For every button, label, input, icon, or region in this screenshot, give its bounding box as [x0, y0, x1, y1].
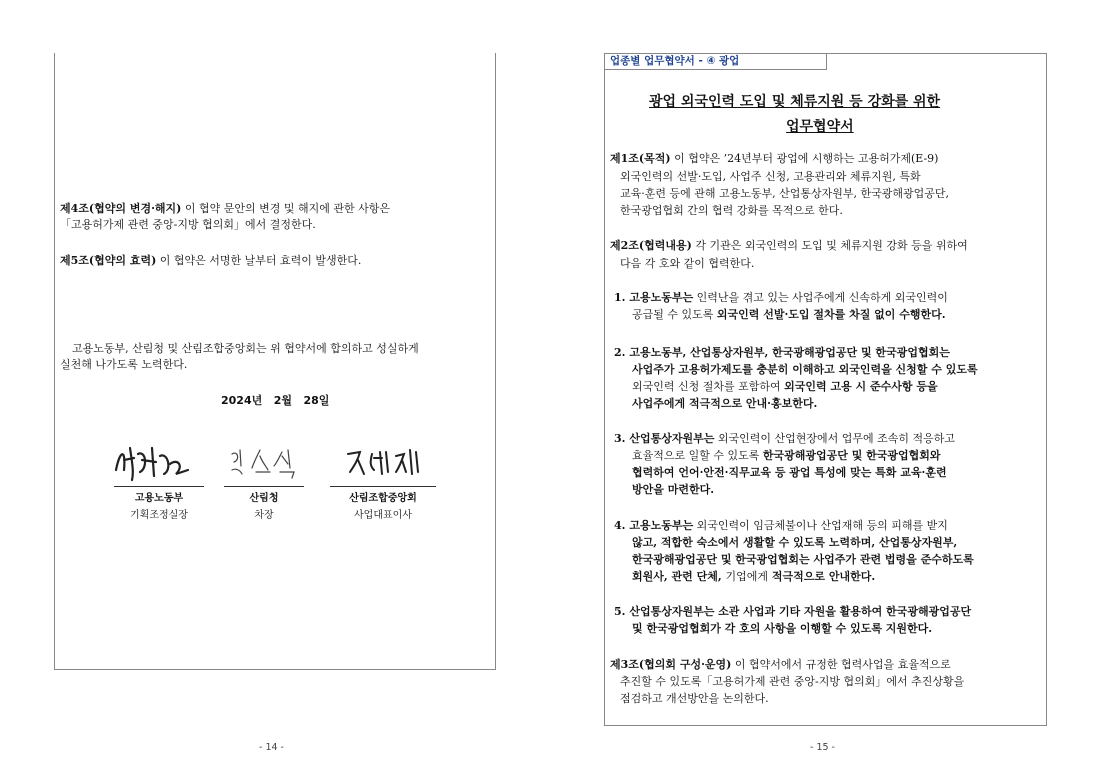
page-number-right: - 15 -: [810, 742, 835, 753]
article4-text1: 이 협약 문안의 변경 및 해지에 관한 사항은: [181, 202, 390, 215]
item3-text2b: 한국광해광업공단 및 한국광업협회와: [762, 449, 941, 462]
article5-line: [60, 253, 361, 268]
article1-text1: 이 협약은 ’24년부터 광업에 시행하는 고용허가제(E-9): [670, 152, 939, 165]
signatory-1-title: 기획조정실장: [130, 510, 188, 521]
signature-2-image: [226, 444, 310, 480]
item1-lead: 1. 고용노동부는: [614, 291, 694, 304]
item3-text1: 외국인력이 산업현장에서 업무에 조속히 적응하고: [714, 432, 955, 445]
article1-line1: [610, 151, 938, 166]
item5-line2: 및 한국광업협회가 각 호의 사항을 이행할 수 있도록 지원한다.: [632, 622, 933, 635]
item2-text3a: 외국인력 신청 절차를 포함하여: [632, 380, 785, 393]
closing-line1: 고용노동부, 산림청 및 산림조합중앙회는 위 협약서에 합의하고 성실하게: [72, 342, 419, 355]
item2-text3b: 외국인력 고용 시 준수사항 등을: [784, 380, 938, 393]
signature-line-3: [330, 486, 436, 487]
signature-3-image: [344, 446, 424, 478]
item4-line1: [614, 518, 948, 533]
item4-line2: 않고, 적합한 숙소에서 생활할 수 있도록 노력하며, 산업통상자원부,: [632, 536, 958, 549]
article2-heading: 제2조(협력내용): [610, 239, 692, 252]
signatory-1-org: 고용노동부: [134, 493, 184, 504]
article3-heading: 제3조(협의회 구성·운영): [610, 658, 732, 671]
article2-line1: [610, 238, 968, 253]
item3-line2: [632, 448, 941, 463]
item1-text2b: 외국인력 선발·도입 절차를 차질 없이 수행한다.: [716, 308, 946, 321]
page-number-left: - 14 -: [259, 742, 284, 753]
article1-line3: 교육·훈련 등에 관해 고용노동부, 산업통상자원부, 한국광해광업공단,: [620, 187, 949, 200]
item2-line2: 사업주가 고용허가제도를 충분히 이해하고 외국인력을 신청할 수 있도록: [632, 363, 978, 376]
item4-line4: [632, 569, 875, 584]
signatory-2-title: 차장: [254, 510, 274, 521]
article2-text1: 각 기관은 외국인력의 도입 및 체류지원 강화 등을 위하여: [691, 239, 968, 252]
item3-text2a: 효율적으로 일할 수 있도록: [632, 449, 763, 462]
item4-line3: 한국광해광업공단 및 한국광업협회는 사업주가 관련 법령을 준수하도록: [632, 553, 974, 566]
agreement-date: 2024년 2월 28일: [221, 394, 330, 407]
article3-text1: 이 협약서에서 규정한 협력사업을 효율적으로: [731, 658, 951, 671]
item3-line1: [614, 431, 955, 446]
item4-text4a: 회원사, 관련 단체,: [632, 570, 726, 583]
article5-heading: 제5조(협약의 효력): [60, 254, 157, 267]
item3-line3: 협력하여 언어·안전·직무교육 등 광업 특성에 맞는 특화 교육·훈련: [632, 466, 947, 479]
item1-text1: 인력난을 겪고 있는 사업주에게 신속하게 외국인력이: [693, 291, 948, 304]
signature-line-2: [224, 486, 304, 487]
item1-line1: [614, 290, 948, 305]
item4-lead: 4. 고용노동부는: [614, 519, 694, 532]
item1-text2a: 공급될 수 있도록: [632, 308, 717, 321]
article4-line1: [60, 201, 390, 216]
document-title-line2: 업무협약서: [786, 119, 854, 135]
item5-line1: 5. 산업통상자원부는 소관 사업과 기타 자원을 활용하여 한국광해광업공단: [614, 605, 972, 618]
article3-line2: 추진할 수 있도록「고용허가제 관련 중앙-지방 협의회」에서 추진상황을: [620, 675, 965, 688]
item3-lead: 3. 산업통상자원부는: [614, 432, 715, 445]
item2-line3: [632, 379, 938, 394]
article4-heading: 제4조(협약의 변경·해지): [60, 202, 182, 215]
article1-heading: 제1조(목적): [610, 152, 671, 165]
signatory-3-org: 산림조합중앙회: [349, 493, 417, 504]
signatory-3-title: 사업대표이사: [354, 510, 412, 521]
signature-1-image: [112, 440, 192, 484]
article1-line2: 외국인력의 선발·도입, 사업주 신청, 고용관리와 체류지원, 특화: [620, 170, 921, 183]
document-title-line1: 광업 외국인력 도입 및 체류지원 등 강화를 위한: [649, 94, 941, 110]
item2-line4: 사업주에게 적극적으로 안내·홍보한다.: [632, 397, 818, 410]
item2-line1: 2. 고용노동부, 산업통상자원부, 한국광해광업공단 및 한국광업협회는: [614, 346, 950, 359]
article4-line2: 「고용허가제 관련 중앙-지방 협의회」에서 결정한다.: [60, 218, 316, 231]
item4-text1: 외국인력이 임금체불이나 산업재해 등의 피해를 받지: [693, 519, 948, 532]
item4-text4b: 기업에게: [725, 570, 769, 583]
signatory-2-org: 산림청: [249, 493, 279, 504]
section-header-tab: 업종별 업무협약서 - ④ 광업: [604, 53, 827, 70]
article5-text: 이 협약은 서명한 날부터 효력이 발생한다.: [156, 254, 362, 267]
article2-line2: 다음 각 호와 같이 협력한다.: [620, 257, 755, 270]
article1-line4: 한국광업협회 간의 협력 강화를 목적으로 한다.: [620, 204, 843, 217]
closing-line2: 실천해 나가도록 노력한다.: [60, 358, 188, 371]
item1-line2: [632, 307, 946, 322]
article3-line3: 점검하고 개선방안을 논의한다.: [620, 692, 769, 705]
signature-line-1: [114, 486, 204, 487]
item4-text4c: 적극적으로 안내한다.: [768, 570, 876, 583]
item3-line4: 방안을 마련한다.: [632, 483, 715, 496]
article3-line1: [610, 657, 951, 672]
